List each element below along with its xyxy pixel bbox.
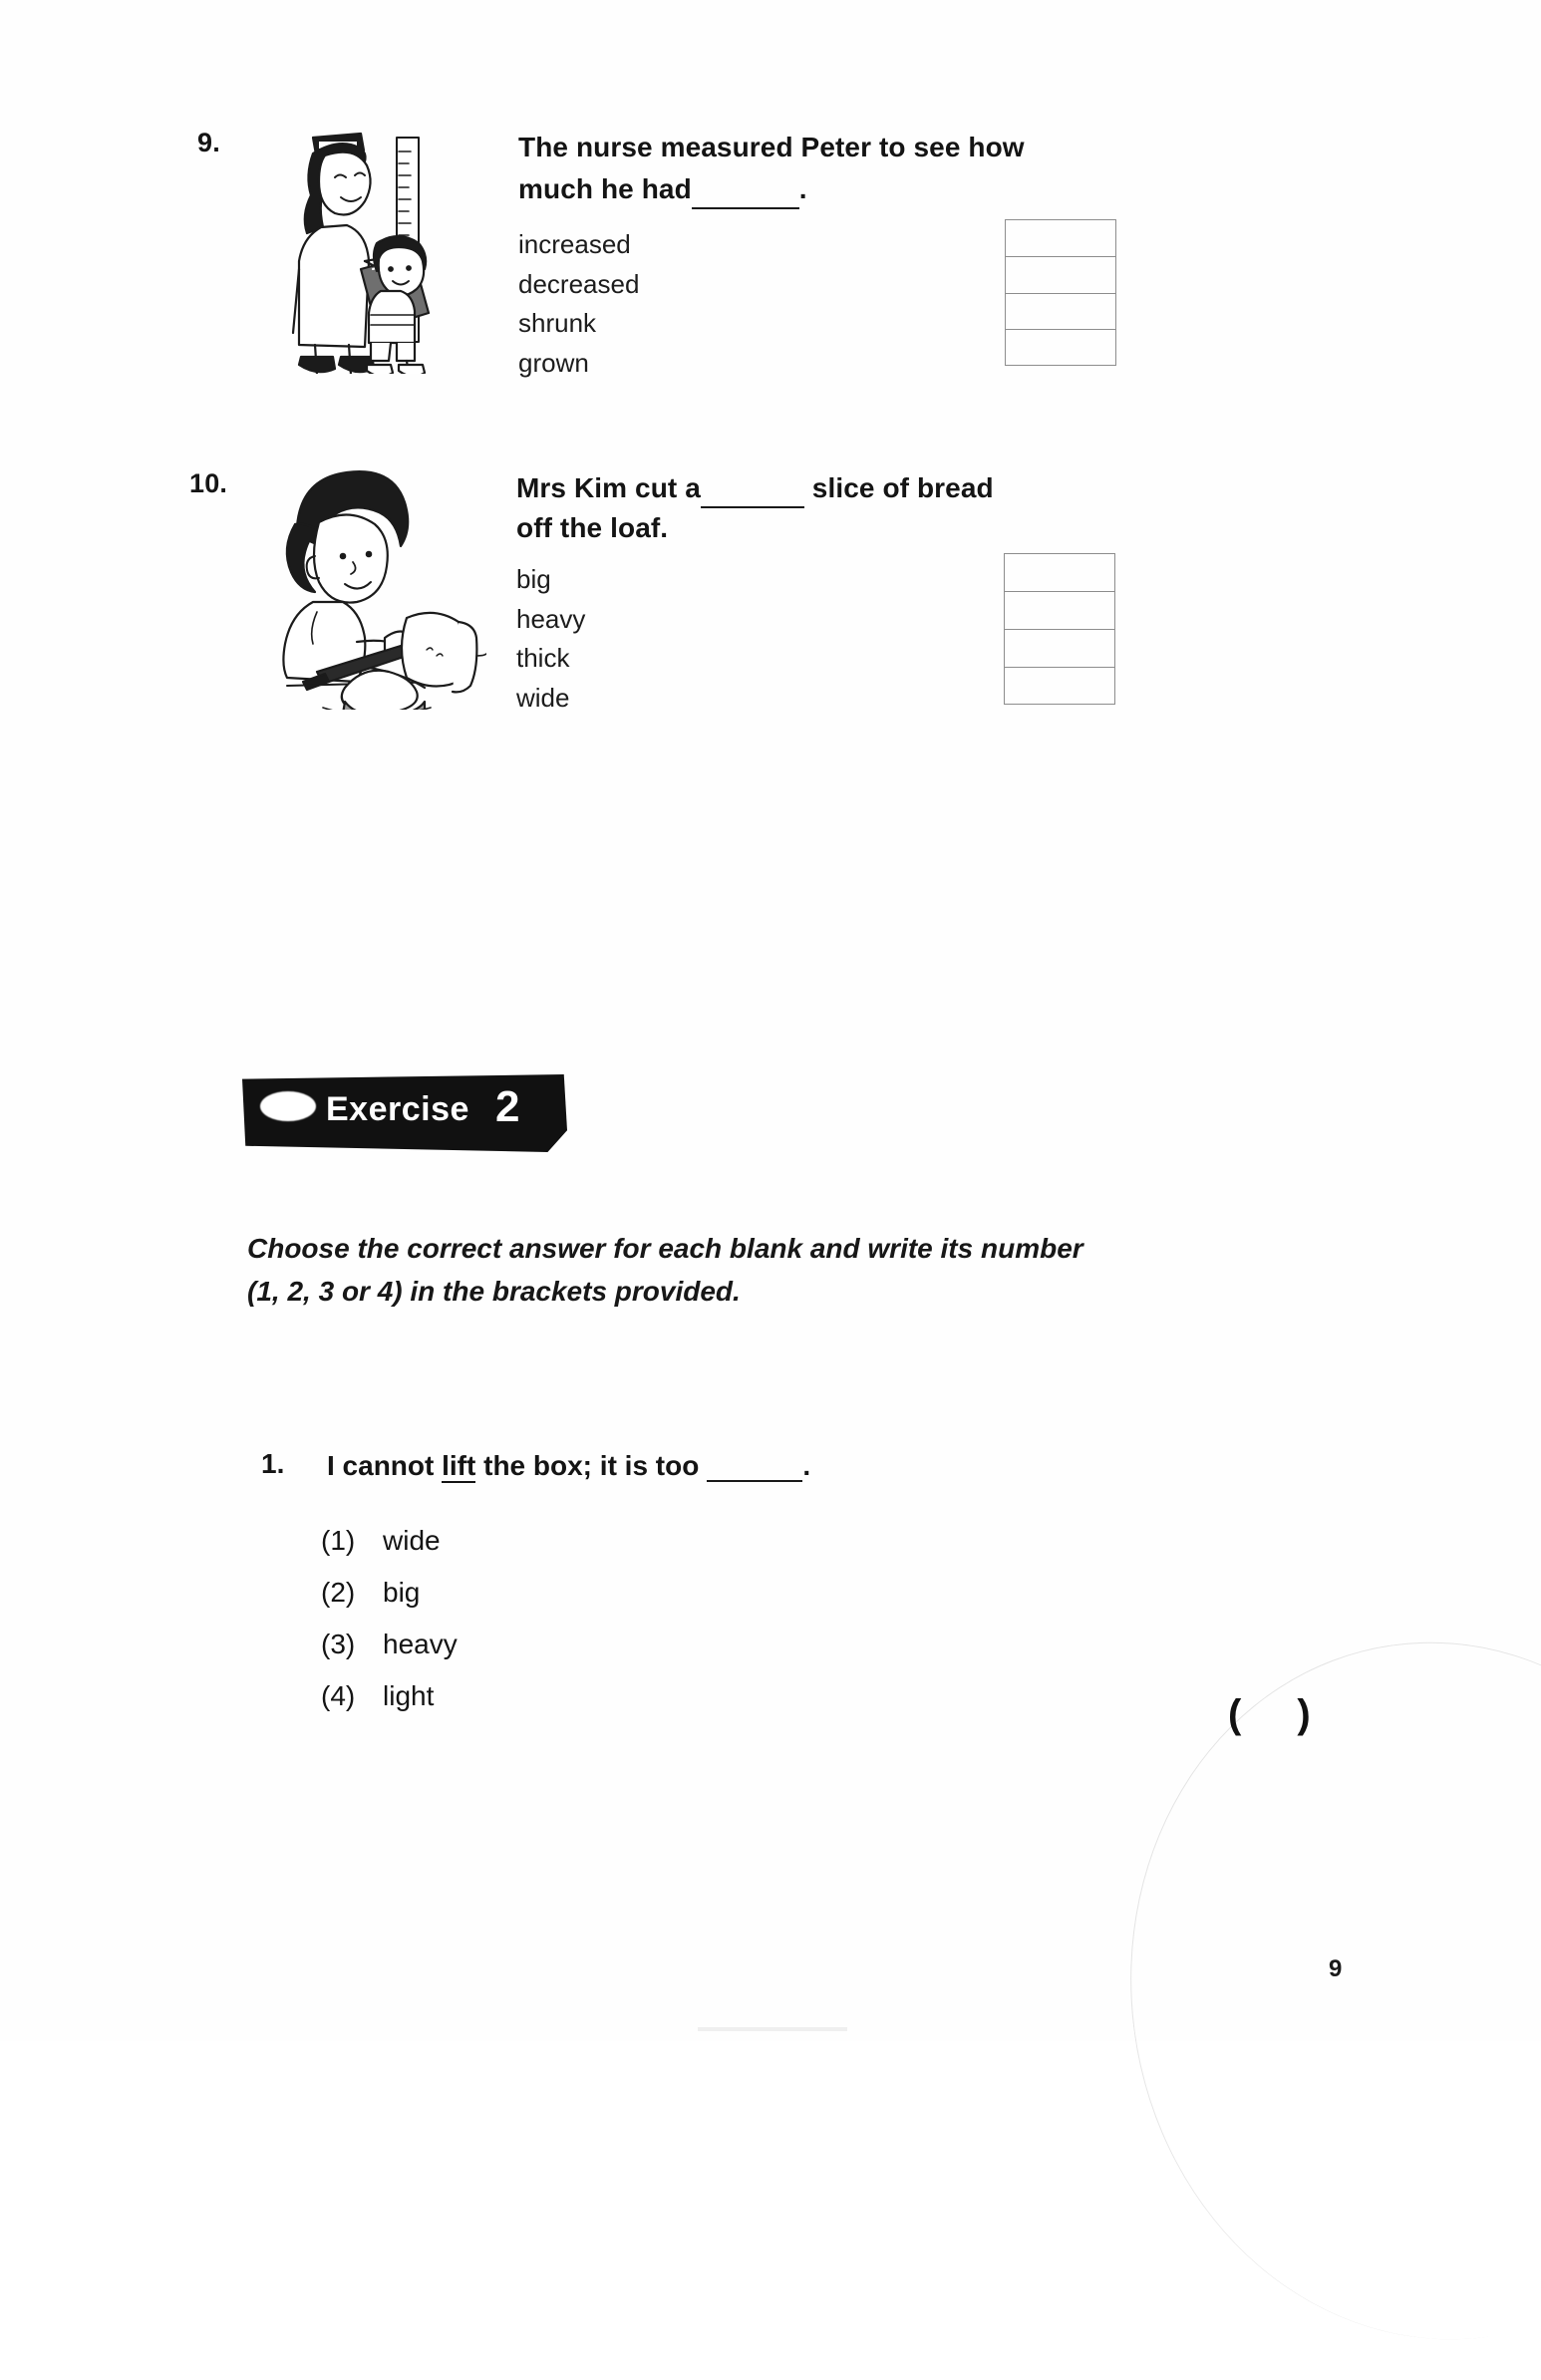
option-label: (2) <box>321 1577 356 1609</box>
option-item: decreased <box>518 268 640 299</box>
option-text: heavy <box>383 1629 458 1660</box>
option-item: thick <box>516 643 570 674</box>
option-item: increased <box>518 229 631 259</box>
stem-end: . <box>802 1450 811 1481</box>
option-row[interactable] <box>321 1567 458 1619</box>
question-10-text-before: Mrs Kim cut a <box>516 472 701 503</box>
instruction-line-1: Choose the correct answer for each blank and write its number <box>247 1233 1083 1264</box>
exercise-item-1-stem <box>327 1448 810 1482</box>
page-number: 9 <box>1329 1955 1343 1982</box>
option-row[interactable] <box>321 1515 458 1567</box>
option-label: (3) <box>321 1629 356 1660</box>
question-9-text-after: . <box>798 172 807 204</box>
option-item: shrunk <box>518 308 597 339</box>
stem-part-1: I cannot <box>327 1450 443 1481</box>
bracket-open: ( <box>1228 1692 1298 1736</box>
answer-bracket-field[interactable] <box>1228 1692 1367 1737</box>
option-row[interactable] <box>321 1670 458 1722</box>
option-text: wide <box>383 1525 441 1556</box>
option-item: wide <box>516 682 570 713</box>
option-label: (1) <box>321 1525 356 1556</box>
question-10-text-mid: slice of bread off the loaf. <box>516 472 994 543</box>
option-text: big <box>383 1577 421 1609</box>
option-text: light <box>383 1680 435 1712</box>
question-9-number: 9. <box>197 128 220 157</box>
exercise-item-1-number: 1. <box>261 1448 285 1479</box>
banner-number: 2 <box>495 1082 520 1131</box>
option-item: grown <box>518 347 589 378</box>
option-item: big <box>516 564 551 594</box>
instruction-line-2: (1, 2, 3 or 4) in the brackets provided. <box>247 1275 741 1307</box>
option-row[interactable] <box>321 1619 458 1670</box>
banner-label: Exercise <box>326 1090 469 1128</box>
option-label: (4) <box>321 1680 356 1712</box>
footer-smudge <box>698 2027 847 2031</box>
bracket-close: ) <box>1297 1692 1367 1736</box>
question-10-number: 10. <box>189 468 228 498</box>
question-9-text-before: The nurse measured Peter to see how much he had <box>518 132 1025 204</box>
option-item: heavy <box>516 603 586 634</box>
stem-underlined-word: lift <box>442 1450 476 1481</box>
stem-part-2: the box; it is too <box>475 1450 700 1481</box>
exercise-item-1-options <box>321 1515 458 1722</box>
answer-blank <box>707 1448 802 1482</box>
